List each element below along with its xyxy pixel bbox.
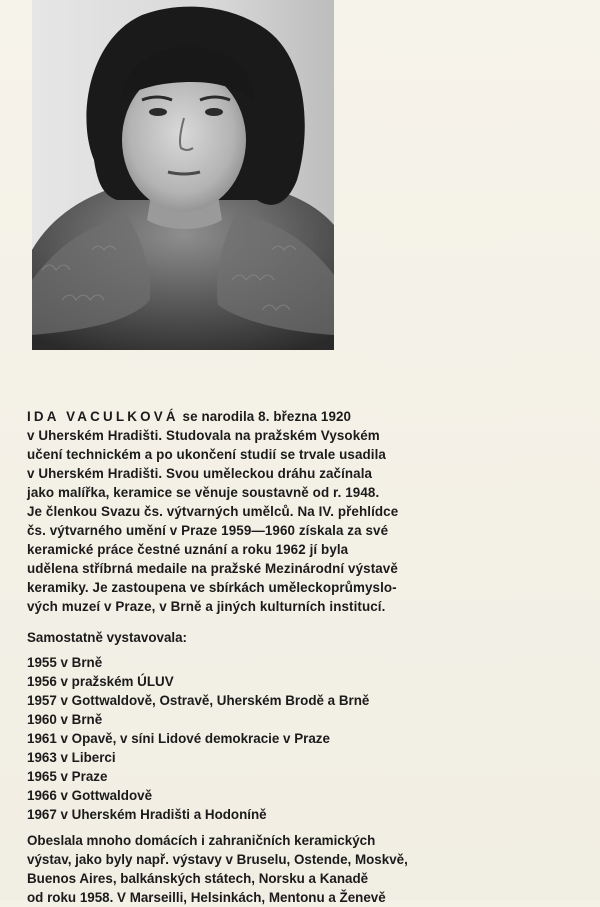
exhibition-item: 1966 v Gottwaldově xyxy=(27,788,153,803)
bio-line: v Uherském Hradišti. Studovala na pražském Vysokém xyxy=(27,428,380,443)
bio-line: učení technickém a po ukončení studií se trvale usadila xyxy=(27,447,386,462)
portrait-image xyxy=(32,0,334,350)
artist-name: IDA VACULKOVÁ xyxy=(27,409,179,424)
closing-line: Obeslala mnoho domácích i zahraničních keramických xyxy=(27,833,376,848)
closing-line: výstav, jako byly např. výstavy v Bruselu, Ostende, Moskvě, xyxy=(27,852,408,867)
exhibition-item: 1955 v Brně xyxy=(27,655,103,670)
biography xyxy=(27,407,477,616)
closing-line: od roku 1958. V Marseilli, Helsinkách, Mentonu a Ženevě xyxy=(27,890,386,905)
closing-line: Buenos Aires, balkánských státech, Norsku a Kanadě xyxy=(27,871,369,886)
bio-line: keramiky. Je zastoupena ve sbírkách uměleckoprůmyslo- xyxy=(27,580,397,595)
bio-line: vých muzeí v Praze, v Brně a jiných kulturních institucí. xyxy=(27,599,386,614)
bio-line: udělena stříbrná medaile na pražské Mezinárodní výstavě xyxy=(27,561,398,576)
bio-line: Je členkou Svazu čs. výtvarných umělců. Na IV. přehlídce xyxy=(27,504,399,519)
exhibition-item: 1960 v Brně xyxy=(27,712,103,727)
bio-line: jako malířka, keramice se věnuje soustavně od r. 1948. xyxy=(27,485,380,500)
bio-line: keramické práce čestné uznání a roku 1962 jí byla xyxy=(27,542,349,557)
bio-first-line xyxy=(27,407,477,426)
exhibition-item: 1961 v Opavě, v síni Lidové demokracie v Praze xyxy=(27,731,330,746)
portrait-photo xyxy=(32,0,334,350)
exhibition-item: 1965 v Praze xyxy=(27,769,108,784)
exhibition-item: 1957 v Gottwaldově, Ostravě, Uherském Brodě a Brně xyxy=(27,693,370,708)
exhibition-item: 1956 v pražském ÚLUV xyxy=(27,674,174,689)
bio-first-line-rest: se narodila 8. března 1920 xyxy=(178,409,352,424)
exhibitions-heading: Samostatně vystavovala: xyxy=(27,630,188,645)
exhibition-item: 1963 v Liberci xyxy=(27,750,116,765)
bio-line: čs. výtvarného umění v Praze 1959—1960 získala za své xyxy=(27,523,389,538)
exhibitions-list xyxy=(27,653,369,824)
bio-line: v Uherském Hradišti. Svou uměleckou dráhu začínala xyxy=(27,466,373,481)
exhibition-item: 1967 v Uherském Hradišti a Hodoníně xyxy=(27,807,267,822)
closing-paragraph xyxy=(27,831,487,907)
